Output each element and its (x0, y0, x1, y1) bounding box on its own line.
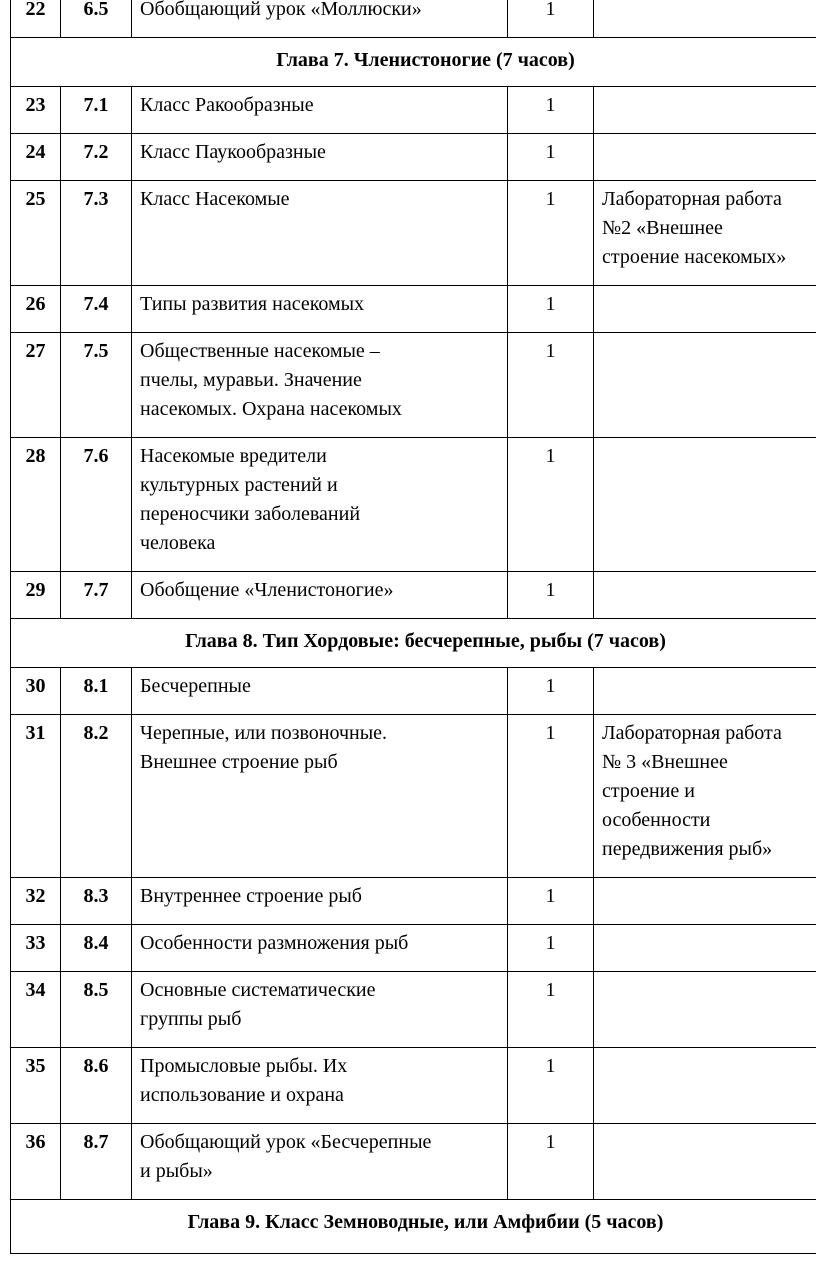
lesson-hours: 1 (508, 1124, 594, 1200)
lesson-notes (594, 972, 816, 1048)
section-number: 8.5 (61, 972, 132, 1048)
section-number: 7.5 (61, 333, 132, 438)
lesson-notes (594, 715, 816, 878)
lesson-row (11, 925, 816, 972)
lesson-notes (594, 925, 816, 972)
lesson-number: 26 (11, 286, 61, 333)
lesson-topic-line: переносчики заболеваний (140, 503, 361, 525)
lesson-hours: 1 (508, 438, 594, 572)
lesson-notes (594, 1124, 816, 1200)
lesson-hours: 1 (508, 134, 594, 181)
lesson-notes (594, 134, 816, 181)
lesson-topic (132, 715, 508, 878)
lesson-row (11, 1048, 816, 1124)
section-number: 8.2 (61, 715, 132, 878)
lesson-topic (132, 0, 508, 38)
lesson-topic-line: Основные систематические (140, 979, 376, 1001)
lesson-note-line: Лабораторная работа (602, 188, 782, 210)
lesson-hours: 1 (508, 286, 594, 333)
chapter-title: Глава 8. Тип Хордовые: бесчерепные, рыбы (7 часов) (11, 619, 816, 668)
lesson-hours: 1 (508, 87, 594, 134)
lesson-row (11, 286, 816, 333)
section-number: 8.4 (61, 925, 132, 972)
lesson-notes (594, 181, 816, 286)
lesson-topic (132, 1124, 508, 1200)
section-number: 7.6 (61, 438, 132, 572)
lesson-topic-line: Общественные насекомые – (140, 340, 380, 362)
lesson-hours: 1 (508, 333, 594, 438)
lesson-number: 34 (11, 972, 61, 1048)
lesson-topic-line: использование и охрана (140, 1084, 344, 1106)
lesson-topic-line: насекомых. Охрана насекомых (140, 398, 402, 420)
lesson-number: 30 (11, 668, 61, 715)
lesson-topic-line: Насекомые вредители (140, 445, 327, 467)
lesson-topic (132, 572, 508, 619)
lesson-topic-line: Класс Паукообразные (140, 141, 326, 163)
lesson-hours: 1 (508, 715, 594, 878)
lesson-row (11, 134, 816, 181)
lesson-topic-line: человека (140, 532, 216, 554)
section-number: 7.3 (61, 181, 132, 286)
lesson-hours: 1 (508, 1048, 594, 1124)
lesson-topic-line: Внешнее строение рыб (140, 751, 338, 773)
lesson-topic-line: Внутреннее строение рыб (140, 885, 362, 907)
lesson-number: 24 (11, 134, 61, 181)
lesson-row (11, 87, 816, 134)
lesson-topic (132, 333, 508, 438)
lesson-topic (132, 668, 508, 715)
chapter-title: Глава 9. Класс Земноводные, или Амфибии (5 часов) (11, 1200, 816, 1254)
lesson-topic-line: Обобщение «Членистоногие» (140, 579, 394, 601)
lesson-topic-line: Промысловые рыбы. Их (140, 1055, 348, 1077)
lesson-note-line: строение и (602, 780, 695, 802)
lesson-number: 28 (11, 438, 61, 572)
lesson-topic-line: Обобщающий урок «Бесчерепные (140, 1131, 432, 1153)
lesson-topic-line: Особенности размножения рыб (140, 932, 409, 954)
lesson-row (11, 972, 816, 1048)
lesson-notes (594, 333, 816, 438)
lesson-hours: 1 (508, 878, 594, 925)
lesson-number: 25 (11, 181, 61, 286)
lesson-number: 35 (11, 1048, 61, 1124)
lesson-row (11, 668, 816, 715)
lesson-notes (594, 438, 816, 572)
lesson-topic-line: Обобщающий урок «Моллюски» (140, 0, 422, 20)
lesson-row (11, 438, 816, 572)
lesson-number: 31 (11, 715, 61, 878)
section-number: 6.5 (61, 0, 132, 38)
lesson-hours: 1 (508, 668, 594, 715)
lesson-topic-line: группы рыб (140, 1008, 242, 1030)
lesson-notes (594, 87, 816, 134)
lesson-row (11, 333, 816, 438)
lesson-row (11, 572, 816, 619)
lesson-number: 33 (11, 925, 61, 972)
section-number: 7.4 (61, 286, 132, 333)
lesson-note-line: передвижения рыб» (602, 838, 773, 860)
lesson-topic (132, 286, 508, 333)
lesson-number: 27 (11, 333, 61, 438)
lesson-hours: 1 (508, 181, 594, 286)
lesson-topic (132, 181, 508, 286)
lesson-topic (132, 438, 508, 572)
lesson-number: 36 (11, 1124, 61, 1200)
lesson-number: 22 (11, 0, 61, 38)
section-number: 8.1 (61, 668, 132, 715)
lesson-topic (132, 972, 508, 1048)
lesson-topic (132, 134, 508, 181)
lesson-note-line: №2 «Внешнее (602, 217, 723, 239)
lesson-topic (132, 1048, 508, 1124)
lesson-number: 32 (11, 878, 61, 925)
lesson-note-line: особенности (602, 809, 711, 831)
lesson-topic (132, 87, 508, 134)
section-number: 7.1 (61, 87, 132, 134)
lesson-topic-line: Класс Ракообразные (140, 94, 314, 116)
lesson-note-line: строение насекомых» (602, 246, 787, 268)
lesson-notes (594, 286, 816, 333)
section-number: 7.2 (61, 134, 132, 181)
lesson-topic (132, 878, 508, 925)
chapter-row (11, 619, 816, 668)
lesson-hours: 1 (508, 0, 594, 38)
lesson-row (11, 715, 816, 878)
lesson-hours: 1 (508, 925, 594, 972)
lesson-topic-line: Типы развития насекомых (140, 293, 365, 315)
lesson-row (11, 181, 816, 286)
lesson-note-line: Лабораторная работа (602, 722, 782, 744)
section-number: 8.6 (61, 1048, 132, 1124)
section-number: 8.7 (61, 1124, 132, 1200)
lesson-notes (594, 1048, 816, 1124)
lesson-topic-line: Черепные, или позвоночные. (140, 722, 388, 744)
lesson-plan-table (10, 0, 816, 1254)
chapter-row (11, 38, 816, 87)
lesson-topic-line: пчелы, муравьи. Значение (140, 369, 362, 391)
lesson-topic (132, 925, 508, 972)
chapter-row (11, 1200, 816, 1254)
lesson-plan-body (11, 0, 816, 1254)
lesson-note-line: № 3 «Внешнее (602, 751, 728, 773)
lesson-notes (594, 0, 816, 38)
section-number: 7.7 (61, 572, 132, 619)
lesson-hours: 1 (508, 572, 594, 619)
lesson-row (11, 878, 816, 925)
lesson-notes (594, 668, 816, 715)
lesson-topic-line: и рыбы» (140, 1160, 213, 1182)
lesson-topic-line: Класс Насекомые (140, 188, 290, 210)
lesson-number: 23 (11, 87, 61, 134)
chapter-title: Глава 7. Членистоногие (7 часов) (11, 38, 816, 87)
section-number: 8.3 (61, 878, 132, 925)
lesson-topic-line: Бесчерепные (140, 675, 251, 697)
lesson-notes (594, 878, 816, 925)
lesson-number: 29 (11, 572, 61, 619)
lesson-topic-line: культурных растений и (140, 474, 338, 496)
lesson-row (11, 1124, 816, 1200)
lesson-notes (594, 572, 816, 619)
lesson-hours: 1 (508, 972, 594, 1048)
lesson-row (11, 0, 816, 38)
